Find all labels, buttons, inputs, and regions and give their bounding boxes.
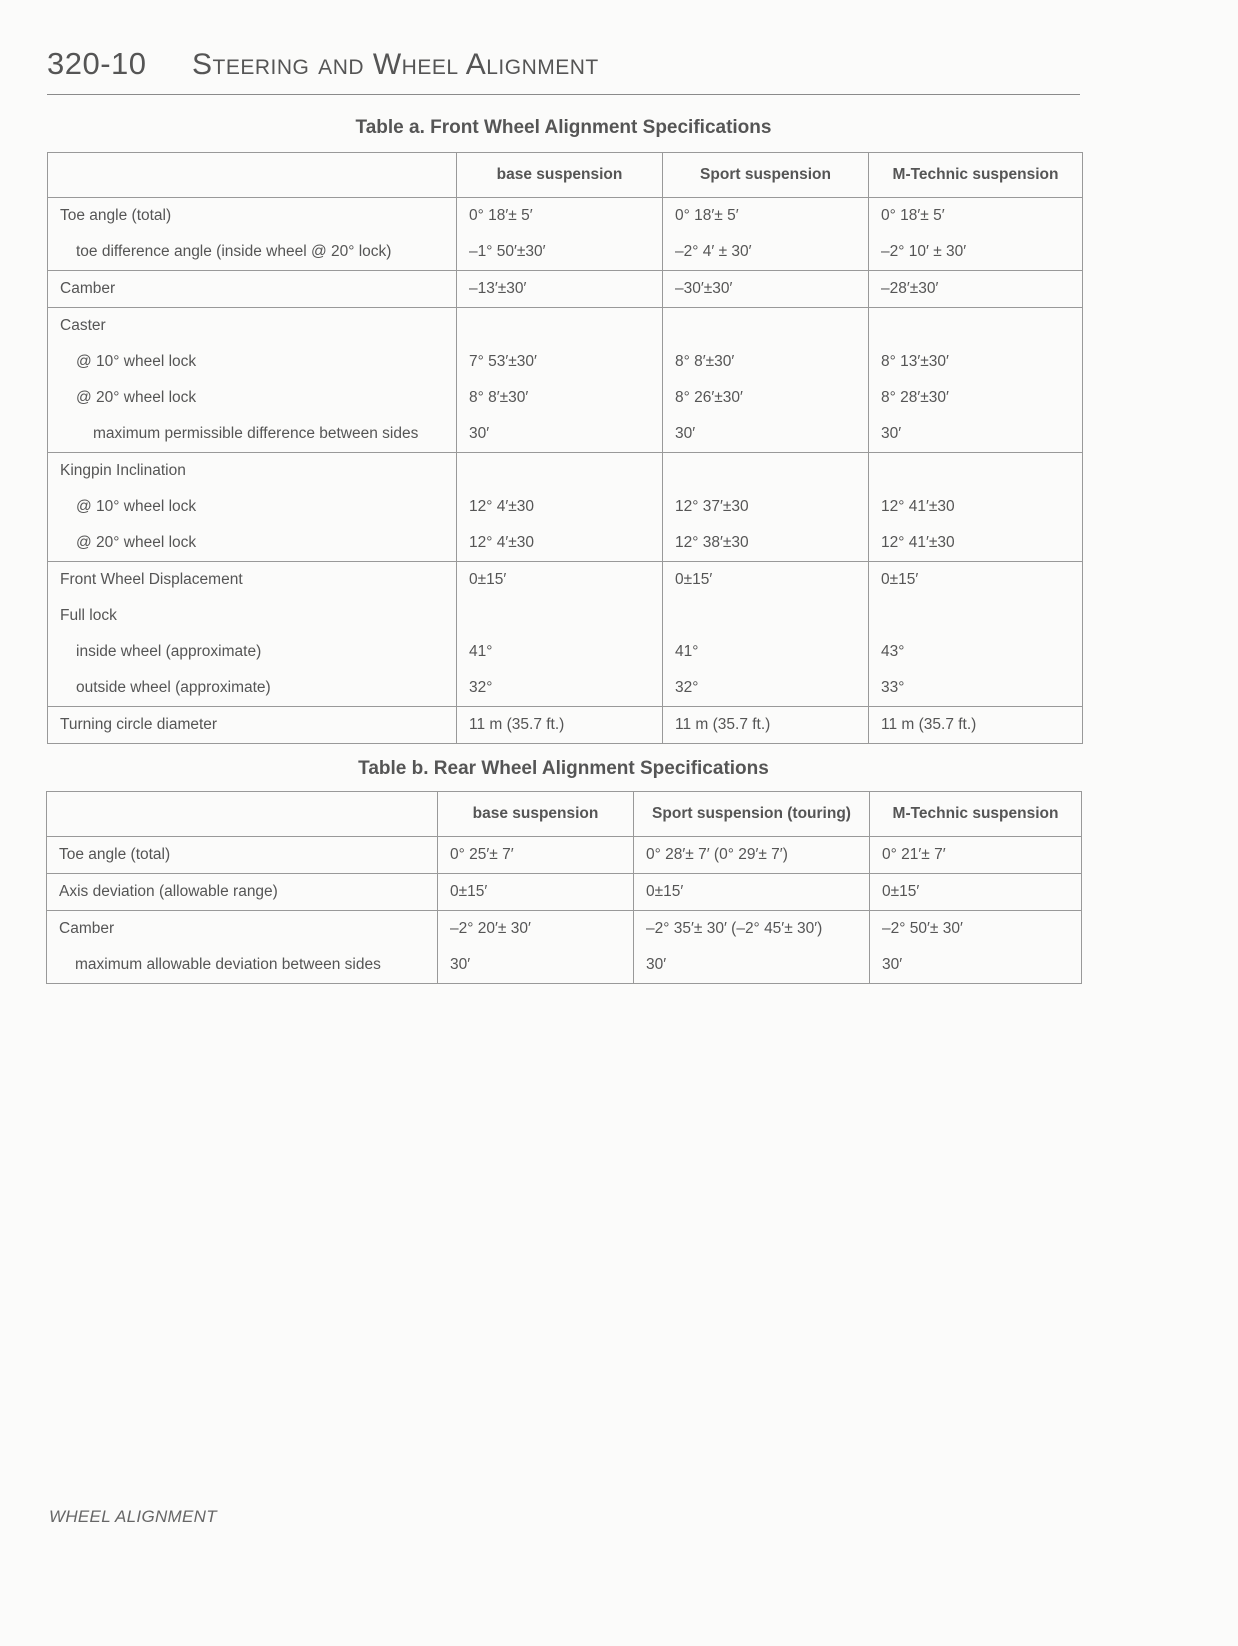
table-row	[48, 670, 1083, 707]
table-row	[48, 707, 1083, 744]
table-row	[47, 947, 1082, 984]
table-row	[47, 911, 1082, 948]
row-label: @ 20° wheel lock	[48, 525, 457, 562]
table-header-row	[48, 153, 1083, 198]
cell-value: 0° 18′± 5′	[869, 198, 1083, 235]
cell-value: 0±15′	[634, 874, 870, 911]
column-header: M-Technic suspension	[870, 792, 1082, 837]
cell-value: 0° 18′± 5′	[457, 198, 663, 235]
column-header	[48, 153, 457, 198]
cell-value: 33°	[869, 670, 1083, 707]
row-label: Camber	[47, 911, 438, 948]
table-row	[47, 837, 1082, 874]
column-header: base suspension	[438, 792, 634, 837]
cell-value: 12° 4′±30	[457, 525, 663, 562]
cell-value: 43°	[869, 634, 1083, 670]
cell-value: 11 m (35.7 ft.)	[457, 707, 663, 744]
cell-value: 7° 53′±30′	[457, 344, 663, 380]
cell-value: 12° 41′±30	[869, 525, 1083, 562]
cell-value: –30′±30′	[663, 271, 869, 308]
table-row	[48, 308, 1083, 345]
table-row	[48, 380, 1083, 416]
cell-value: 8° 8′±30′	[663, 344, 869, 380]
row-label: Kingpin Inclination	[48, 453, 457, 490]
row-label: Turning circle diameter	[48, 707, 457, 744]
table-row	[48, 198, 1083, 235]
cell-value	[663, 308, 869, 345]
cell-value	[663, 598, 869, 634]
cell-value: 0° 21′± 7′	[870, 837, 1082, 874]
cell-value	[663, 453, 869, 490]
cell-value: –1° 50′±30′	[457, 234, 663, 271]
column-header: Sport suspension	[663, 153, 869, 198]
cell-value: 8° 8′±30′	[457, 380, 663, 416]
row-label: @ 20° wheel lock	[48, 380, 457, 416]
cell-value: 30′	[634, 947, 870, 984]
row-label: Axis deviation (allowable range)	[47, 874, 438, 911]
table-b-caption: Table b. Rear Wheel Alignment Specifications	[358, 758, 769, 779]
row-label: Toe angle (total)	[47, 837, 438, 874]
cell-value: 11 m (35.7 ft.)	[869, 707, 1083, 744]
row-label: maximum allowable deviation between sides	[47, 947, 438, 984]
cell-value: –2° 50′± 30′	[870, 911, 1082, 948]
cell-value: 8° 26′±30′	[663, 380, 869, 416]
cell-value: 0° 28′± 7′ (0° 29′± 7′)	[634, 837, 870, 874]
cell-value: 0° 18′± 5′	[663, 198, 869, 235]
table-a-caption: Table a. Front Wheel Alignment Specifications	[355, 117, 772, 138]
cell-value: 0±15′	[663, 562, 869, 599]
table-row	[48, 598, 1083, 634]
row-label: Full lock	[48, 598, 457, 634]
cell-value	[869, 308, 1083, 345]
cell-value: 0±15′	[438, 874, 634, 911]
cell-value: 32°	[457, 670, 663, 707]
page-footer: WHEEL ALIGNMENT	[49, 1507, 217, 1526]
table-row	[48, 525, 1083, 562]
cell-value: 12° 38′±30	[663, 525, 869, 562]
row-label: outside wheel (approximate)	[48, 670, 457, 707]
table-header-row	[47, 792, 1082, 837]
cell-value: 0° 25′± 7′	[438, 837, 634, 874]
table-row	[48, 344, 1083, 380]
cell-value: 0±15′	[870, 874, 1082, 911]
column-header: M-Technic suspension	[869, 153, 1083, 198]
page-number: 320-10	[47, 46, 147, 81]
cell-value: 30′	[870, 947, 1082, 984]
cell-value: –2° 35′± 30′ (–2° 45′± 30′)	[634, 911, 870, 948]
cell-value: –2° 4′ ± 30′	[663, 234, 869, 271]
cell-value: 30′	[457, 416, 663, 453]
row-label: Front Wheel Displacement	[48, 562, 457, 599]
row-label: maximum permissible difference between sides	[48, 416, 457, 453]
row-label: @ 10° wheel lock	[48, 489, 457, 525]
cell-value: 12° 37′±30	[663, 489, 869, 525]
cell-value: 30′	[438, 947, 634, 984]
cell-value: 41°	[663, 634, 869, 670]
cell-value: 12° 41′±30	[869, 489, 1083, 525]
column-header: base suspension	[457, 153, 663, 198]
cell-value: 32°	[663, 670, 869, 707]
row-label: Camber	[48, 271, 457, 308]
table-row	[48, 489, 1083, 525]
cell-value: 8° 28′±30′	[869, 380, 1083, 416]
cell-value	[869, 453, 1083, 490]
cell-value: 41°	[457, 634, 663, 670]
cell-value: –13′±30′	[457, 271, 663, 308]
column-header	[47, 792, 438, 837]
cell-value	[457, 598, 663, 634]
row-label: @ 10° wheel lock	[48, 344, 457, 380]
table-row	[48, 634, 1083, 670]
cell-value: 0±15′	[869, 562, 1083, 599]
cell-value: 12° 4′±30	[457, 489, 663, 525]
cell-value: 30′	[663, 416, 869, 453]
front-alignment-table	[47, 152, 1083, 744]
page-header	[47, 42, 1080, 95]
table-row	[48, 453, 1083, 490]
table-row	[48, 562, 1083, 599]
table-row	[48, 416, 1083, 453]
row-label: Caster	[48, 308, 457, 345]
cell-value: –2° 20′± 30′	[438, 911, 634, 948]
cell-value: –2° 10′ ± 30′	[869, 234, 1083, 271]
cell-value	[869, 598, 1083, 634]
table-row	[48, 271, 1083, 308]
row-label: Toe angle (total)	[48, 198, 457, 235]
rear-alignment-table	[46, 791, 1082, 984]
table-row	[47, 874, 1082, 911]
cell-value: 11 m (35.7 ft.)	[663, 707, 869, 744]
table-row	[48, 234, 1083, 271]
row-label: toe difference angle (inside wheel @ 20° lock)	[48, 234, 457, 271]
cell-value: 8° 13′±30′	[869, 344, 1083, 380]
column-header: Sport suspension (touring)	[634, 792, 870, 837]
cell-value: –28′±30′	[869, 271, 1083, 308]
cell-value: 0±15′	[457, 562, 663, 599]
section-title: Steering and Wheel Alignment	[192, 48, 599, 81]
row-label: inside wheel (approximate)	[48, 634, 457, 670]
cell-value	[457, 453, 663, 490]
cell-value: 30′	[869, 416, 1083, 453]
cell-value	[457, 308, 663, 345]
